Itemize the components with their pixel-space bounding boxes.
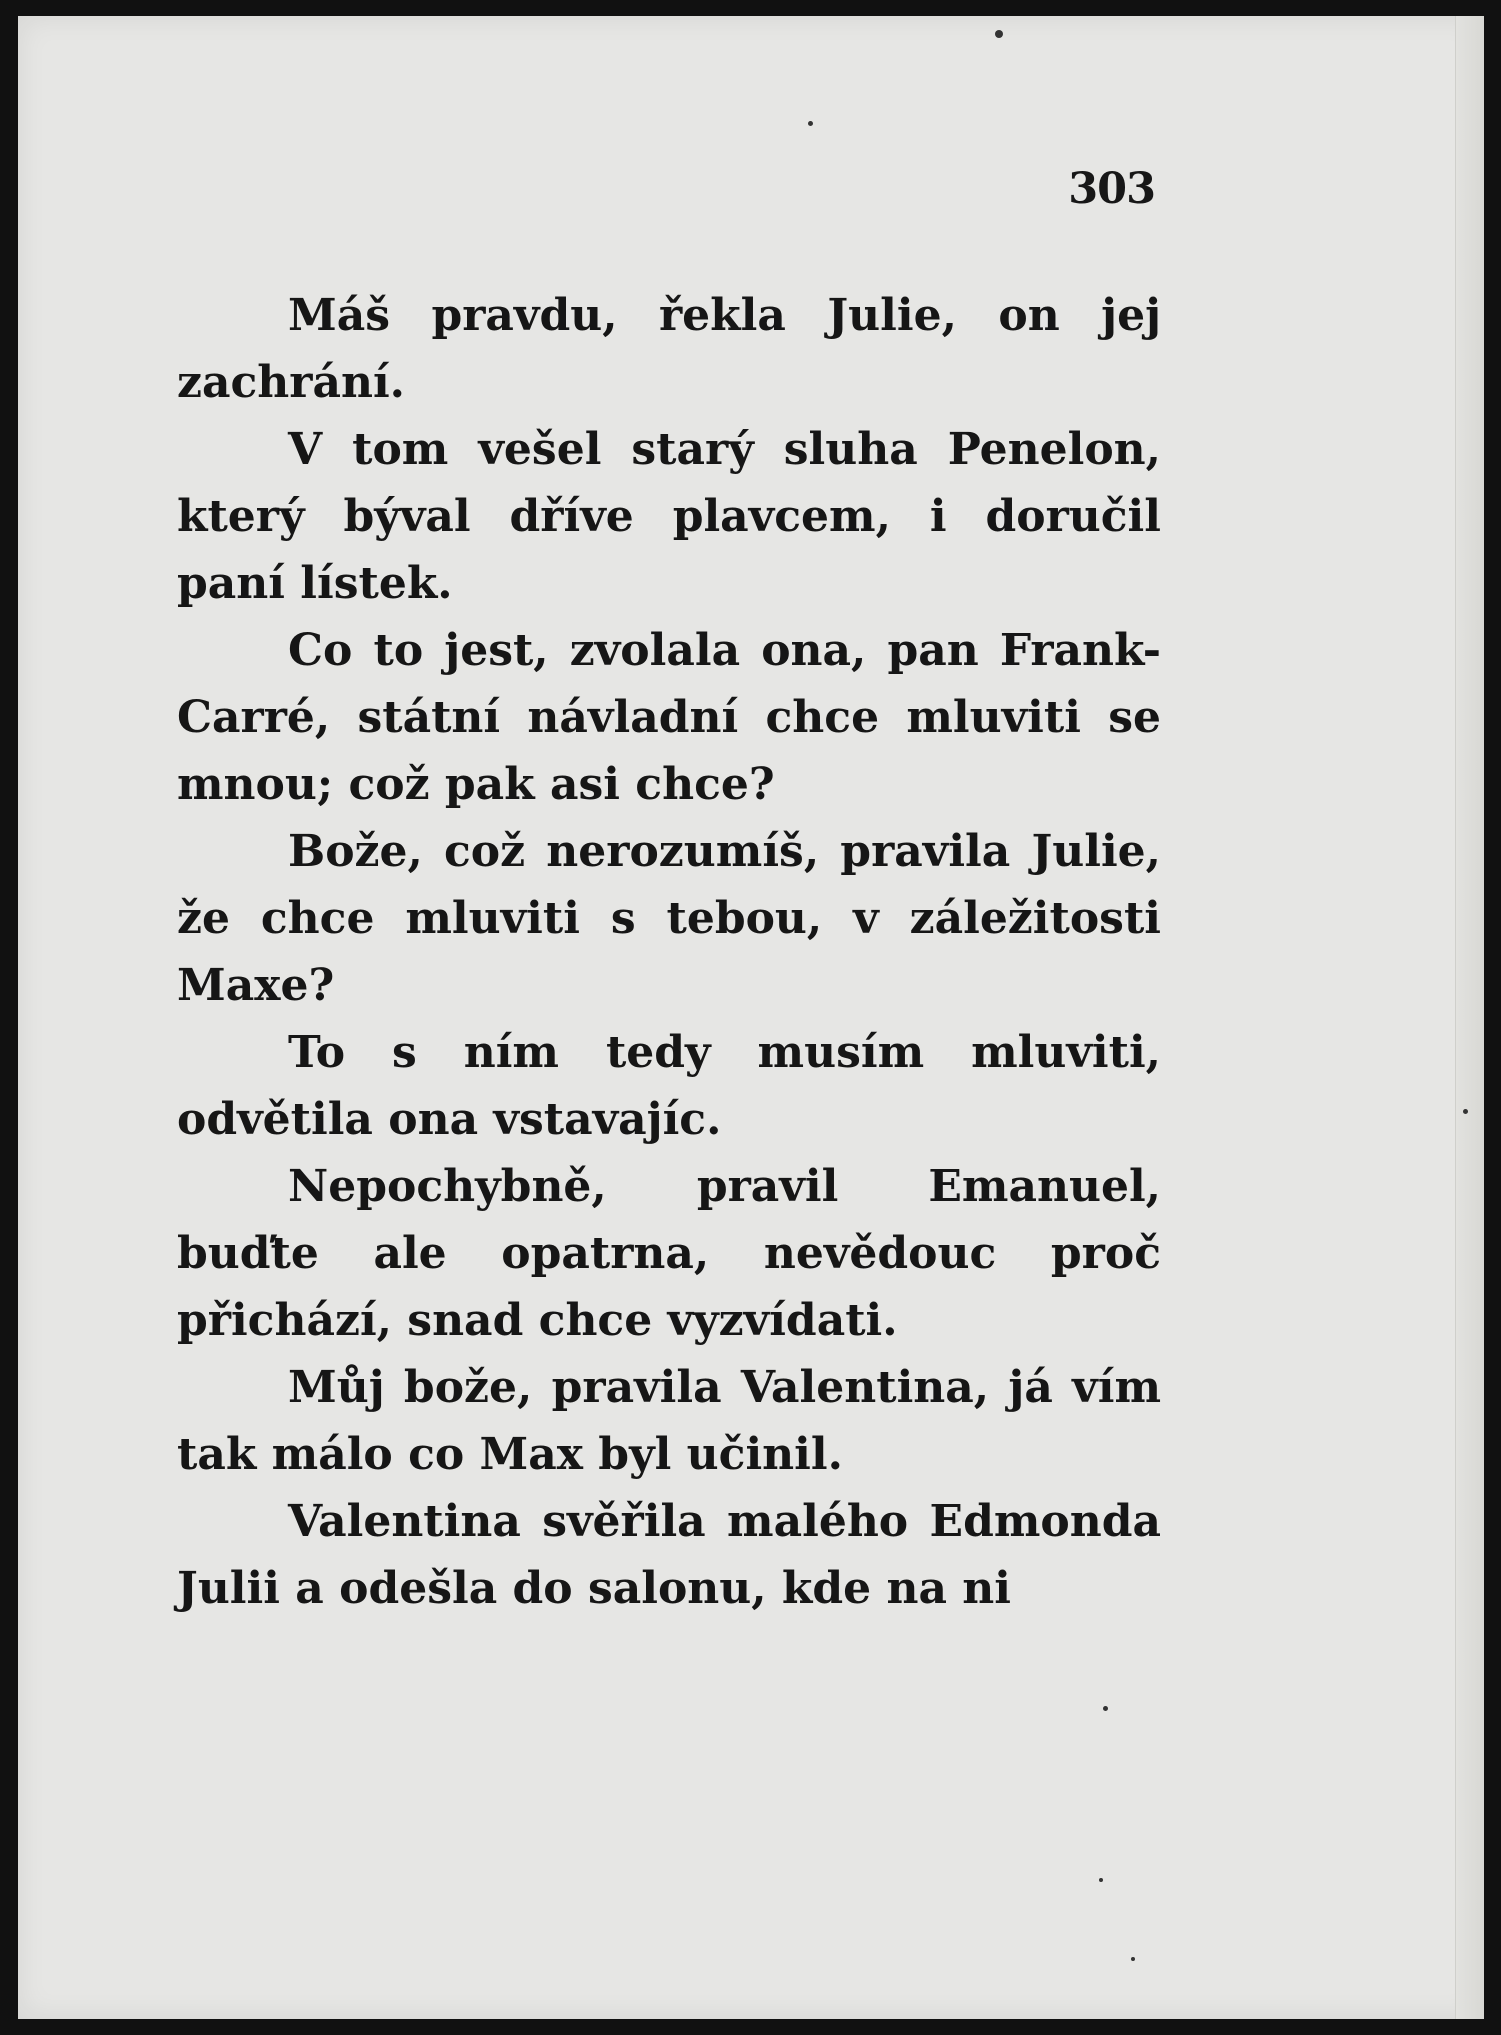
print-speck — [1103, 1706, 1108, 1711]
page-number: 303 — [1068, 164, 1155, 214]
print-speck — [1131, 1957, 1135, 1961]
paragraph: V tom vešel starý sluha Penelon, který býval dříve plavcem, i doručil paní lístek. — [177, 424, 1161, 609]
paragraph: Valentina svěřila malého Edmonda Julii a odešla do salonu, kde na ni — [177, 1496, 1161, 1614]
print-speck — [1099, 1878, 1103, 1882]
paragraph: Máš pravdu, řekla Julie, on jej zachrání. — [177, 290, 1161, 408]
print-speck — [995, 30, 1003, 38]
page-edge — [1455, 16, 1484, 2019]
print-speck — [1463, 1109, 1468, 1114]
paragraph: Můj bože, pravila Valentina, já vím tak málo co Max byl učinil. — [177, 1362, 1161, 1480]
paragraph: To s ním tedy musím mluviti, odvětila ona vstavajíc. — [177, 1027, 1161, 1145]
paragraph: Co to jest, zvolala ona, pan Frank-Carré, státní návladní chce mluviti se mnou; což pak asi chce? — [177, 625, 1161, 810]
print-speck — [808, 121, 813, 126]
paragraph: Bože, což nerozumíš, pravila Julie, že chce mluviti s tebou, v záležitosti Maxe? — [177, 826, 1161, 1011]
paragraph: Nepochybně, pravil Emanuel, buďte ale opatrna, nevědouc proč přichází, snad chce vyzvídati. — [177, 1161, 1161, 1346]
body-text — [177, 282, 1161, 1622]
